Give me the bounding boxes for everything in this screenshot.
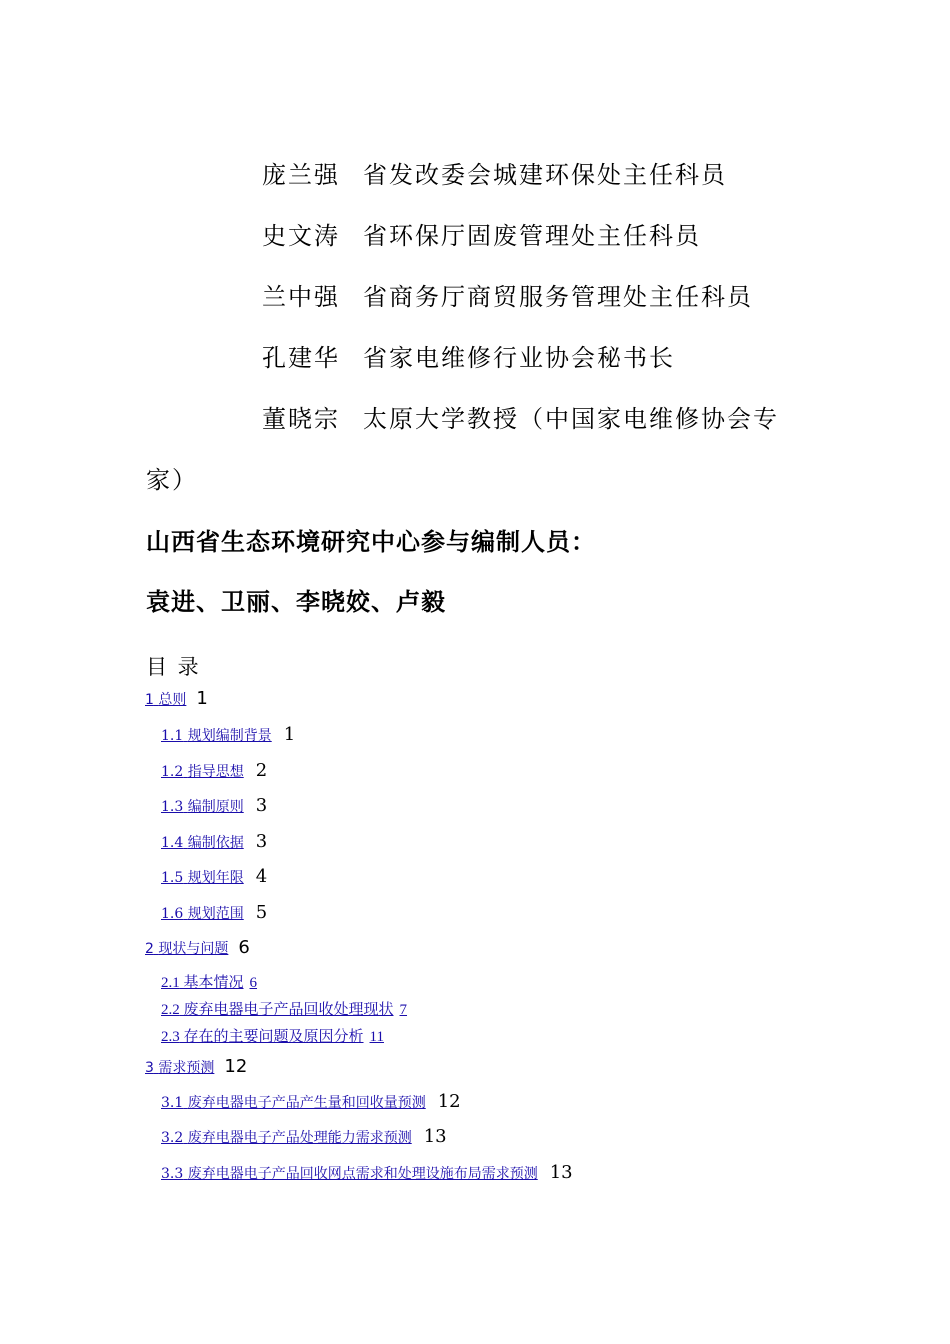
member-role: 省商务厅商贸服务管理处主任科员 [363,283,753,311]
toc-link[interactable]: 2.3 存在的主要问题及原因分析 11 [161,1029,384,1045]
toc-entry [161,998,407,1019]
toc-entry [161,760,267,781]
member-role: 省家电维修行业协会秘书长 [363,344,675,372]
toc-entry [161,831,267,852]
toc-page-number: 4 [255,866,268,887]
research-center-heading: 山西省生态环境研究中心参与编制人员： [146,527,596,556]
toc-entry [161,1025,384,1046]
toc-link[interactable]: 2 现状与问题 [145,941,229,957]
toc-entry [161,724,295,745]
member-name: 兰中强 [262,283,340,311]
toc-entry [161,1162,573,1183]
member-name: 孔建华 [262,344,340,372]
toc-entry [161,1126,447,1147]
toc-page-number: 5 [255,902,268,923]
toc-page-number: 13 [423,1126,447,1147]
member-role: 省环保厅固废管理处主任科员 [363,222,701,250]
member-role: 太原大学教授（中国家电维修协会专 [363,405,779,433]
toc-link[interactable]: 1.1 规划编制背景 [161,728,272,744]
toc-page-number: 3 [255,831,268,852]
member-name: 董晓宗 [262,405,340,433]
toc-page-number: 3 [255,795,268,816]
toc-link[interactable]: 3.2 废弃电器电子产品处理能力需求预测 [161,1130,412,1146]
toc-entry [161,971,257,992]
member-role-continuation: 家） [146,466,198,494]
toc-entry [145,688,208,709]
toc-link[interactable]: 1.5 规划年限 [161,870,244,886]
toc-link[interactable]: 2.1 基本情况 6 [161,975,258,991]
toc-link[interactable]: 3.3 废弃电器电子产品回收网点需求和处理设施布局需求预测 [161,1166,538,1182]
toc-page-number: 6 [238,937,250,958]
toc-entry [161,902,267,923]
member-role: 省发改委会城建环保处主任科员 [363,161,727,189]
toc-page-number: 13 [549,1162,573,1183]
toc-entry [145,937,250,958]
research-center-members: 袁进、卫丽、李晓姣、卢毅 [146,587,446,616]
toc-link[interactable]: 1.3 编制原则 [161,799,244,815]
toc-entry [161,866,267,887]
toc-link[interactable]: 3.1 废弃电器电子产品产生量和回收量预测 [161,1095,426,1111]
toc-entry [145,1056,247,1077]
toc-page-number: 2 [255,760,268,781]
toc-page-number: 1 [196,688,208,709]
toc-link[interactable]: 1 总则 [145,692,187,708]
toc-link[interactable]: 1.2 指导思想 [161,764,244,780]
toc-title: 目 录 [146,655,201,679]
toc-page-number: 1 [283,724,296,745]
toc-link[interactable]: 2.2 废弃电器电子产品回收处理现状 7 [161,1002,408,1018]
toc-entry [161,1091,461,1112]
toc-page-number: 12 [224,1056,248,1077]
toc-link[interactable]: 1.4 编制依据 [161,835,244,851]
toc-entry [161,795,267,816]
member-name: 史文涛 [262,222,340,250]
member-name: 庞兰强 [262,161,340,189]
toc-link[interactable]: 3 需求预测 [145,1060,215,1076]
toc-page-number: 12 [437,1091,461,1112]
toc-link[interactable]: 1.6 规划范围 [161,906,244,922]
